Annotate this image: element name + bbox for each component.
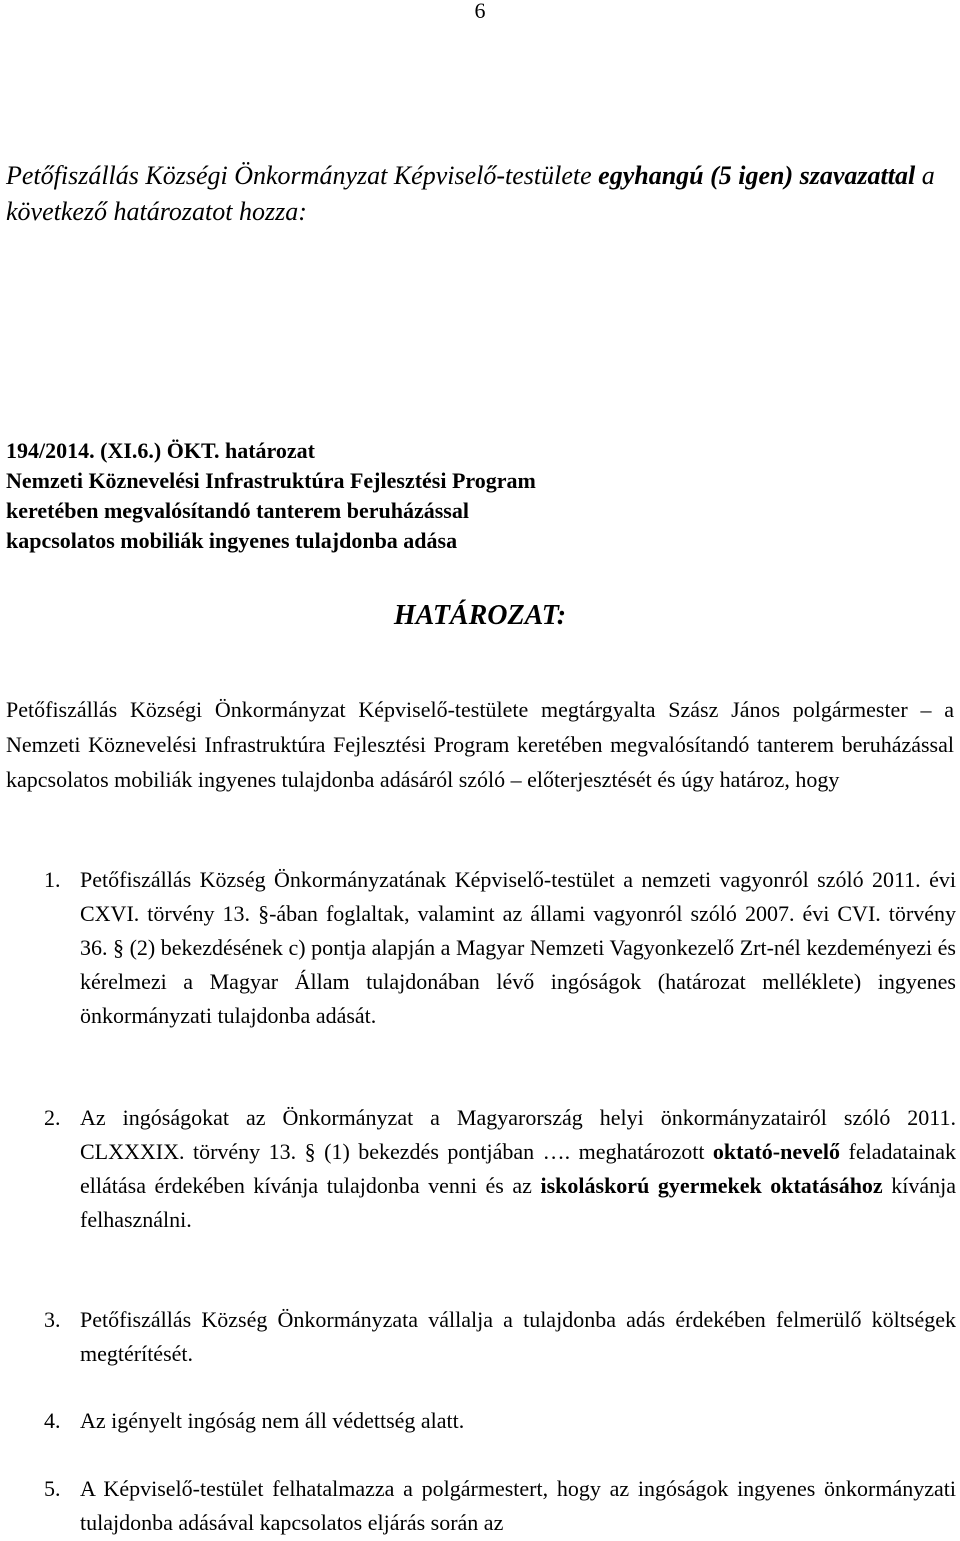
list-item xyxy=(44,1404,956,1438)
item-text-part: kívánja felhasználni. xyxy=(80,1173,956,1232)
item-text-part: feladatainak ellátása érdekében kívánja tulajdonba venni és az xyxy=(80,1139,956,1198)
resolution-subject-line: keretében megvalósítandó tanterem beruházással xyxy=(6,498,469,523)
list-item xyxy=(44,1303,956,1371)
item-number: 3. xyxy=(44,1307,61,1332)
item-text: A Képviselő-testület felhatalmazza a polgármestert, hogy az ingóságok ingyenes önkormányzati tulajdonba adásával kapcsolatos eljárás során az xyxy=(80,1476,956,1535)
item-text xyxy=(80,1101,956,1237)
resolution-subject-line: kapcsolatos mobiliák ingyenes tulajdonba adása xyxy=(6,528,458,553)
list-item xyxy=(44,1472,956,1540)
resolution-number: 194/2014. (XI.6.) ÖKT. határozat xyxy=(6,438,315,463)
intro-paragraph xyxy=(6,158,954,230)
list-item xyxy=(44,863,956,1033)
decision-heading: HATÁROZAT: xyxy=(393,600,567,631)
item-text-part: Az ingóságokat az Önkormányzat a Magyarország helyi önkormányzatairól szóló 2011. CLXXXIX. törvény 13. § (1) bekezdés pontjában …. meghatározott xyxy=(80,1105,956,1164)
item-number: 4. xyxy=(44,1408,61,1433)
item-number: 1. xyxy=(44,867,61,892)
resolution-subject-line: Nemzeti Köznevelési Infrastruktúra Fejlesztési Program xyxy=(6,468,536,493)
item-text: Petőfiszállás Község Önkormányzatának Képviselő-testület a nemzeti vagyonról szóló 2011. évi CXVI. törvény 13. §-ában foglaltak, valamint az állami vagyonról szóló 2007. évi CVI. törvény 36. § (2) bekezdésének c) pontja alapján a Magyar Nemzeti Vagyonkezelő Zrt-nél kezdeményezi és kérelmezi a Magyar Állam tulajdonában lévő ingóságok (határozat melléklete) ingyenes önkormányzati tulajdonba adását. xyxy=(80,867,956,1028)
item-text: Petőfiszállás Község Önkormányzata vállalja a tulajdonba adás érdekében felmerülő költségek megtérítését. xyxy=(80,1307,956,1366)
intro-vote: egyhangú (5 igen) szavazattal xyxy=(598,161,916,190)
resolution-header xyxy=(6,436,954,556)
intro-rest: a következő határozatot hozza: xyxy=(6,161,935,226)
intro-text: Petőfiszállás Községi Önkormányzat Képviselő-testülete xyxy=(6,161,599,190)
page-number: 6 xyxy=(474,0,486,23)
item-number: 2. xyxy=(44,1105,61,1130)
main-paragraph: Petőfiszállás Községi Önkormányzat Képviselő-testülete megtárgyalta Szász János polgármester – a Nemzeti Köznevelési Infrastruktúra Fejlesztési Program keretében megvalósítandó tanterem beruházással kapcsolatos mobiliák ingyenes tulajdonba adásáról szóló – előterjesztését és úgy határoz, hogy xyxy=(6,697,954,792)
item-number: 5. xyxy=(44,1476,61,1501)
item-text: Az igényelt ingóság nem áll védettség alatt. xyxy=(80,1408,465,1433)
item-text-bold: iskoláskorú gyermekek oktatásához xyxy=(540,1173,883,1198)
list-item xyxy=(44,1101,956,1237)
item-text-bold: oktató-nevelő xyxy=(712,1139,841,1164)
